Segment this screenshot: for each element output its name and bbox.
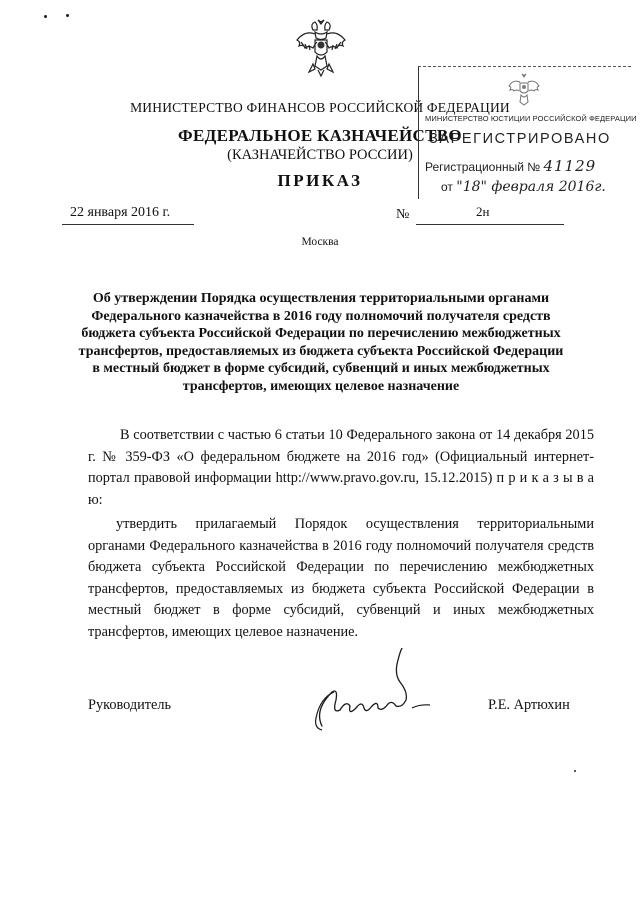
city: Москва (301, 236, 339, 248)
registration-stamp (418, 66, 637, 199)
ministry-name: МИНИСТЕРСТВО ФИНАНСОВ РОССИЙСКОЙ ФЕДЕРАЦИИ (130, 100, 510, 115)
document-number: 2н (476, 204, 490, 219)
coat-of-arms-icon (293, 18, 349, 80)
date-underline (62, 224, 194, 225)
signatory-name: Р.Е. Артюхин (488, 697, 570, 713)
number-underline (416, 224, 564, 225)
stamp-date-line (441, 179, 606, 195)
stamp-reg-label: Регистрационный № (425, 160, 541, 174)
stamp-status: ЗАРЕГИСТРИРОВАНО (429, 131, 611, 147)
stamp-ministry: МИНИСТЕРСТВО ЮСТИЦИИ РОССИЙСКОЙ ФЕДЕРАЦИИ (425, 114, 637, 123)
stamp-date-label: от (441, 180, 453, 194)
document-subject: Об утверждении Порядка осуществления территориальными органами Федерального казначейства в 2016 году полномочий получателя средств бюджета субъекта Российской Федерации по перечислению межбюджетных трансфертов, предоставляемых из бюджета субъекта Российской Федерации в местный бюджет в форме субсидий, субвенций и иных межбюджетных трансфертов, имеющих целевое назначение (78, 291, 564, 394)
document-date: 22 января 2016 г. (70, 205, 171, 220)
agency-short-name: (КАЗНАЧЕЙСТВО РОССИИ) (227, 147, 413, 163)
scan-speck (66, 14, 69, 17)
stamp-registration-line (425, 157, 596, 175)
body-paragraph-1: В соответствии с частью 6 статьи 10 Федерального закона от 14 декабря 2015 г. № 359-ФЗ «О федеральном бюджете на 2016 год» (Официальный интернет-портал правовой информации http://www.pravo.gov.ru, 15.12.2015) п р и к а з ы в а ю: (88, 427, 594, 508)
stamp-reg-number: 41129 (543, 157, 597, 175)
document-type: ПРИКАЗ (277, 171, 363, 190)
stamp-date-value: "18" февраля 2016г. (456, 179, 606, 195)
signatory-title: Руководитель (88, 697, 172, 713)
body-paragraph-2: утвердить прилагаемый Порядок осуществления территориальными органами Федерального казначейства в 2016 году полномочий получателя средств бюджета субъекта Российской Федерации по перечислению межбюджетных трансфертов, предоставляемых из бюджета субъекта Российской Федерации в местный бюджет в форме субсидий, субвенций и иных межбюджетных трансфертов, имеющих целевое назначение. (88, 516, 594, 640)
number-sign: № (396, 207, 410, 222)
stamp-emblem-icon (507, 73, 541, 111)
scan-speck (44, 15, 47, 18)
handwritten-signature (300, 648, 440, 740)
agency-name: ФЕДЕРАЛЬНОЕ КАЗНАЧЕЙСТВО (178, 126, 462, 145)
scan-speck (574, 770, 576, 772)
